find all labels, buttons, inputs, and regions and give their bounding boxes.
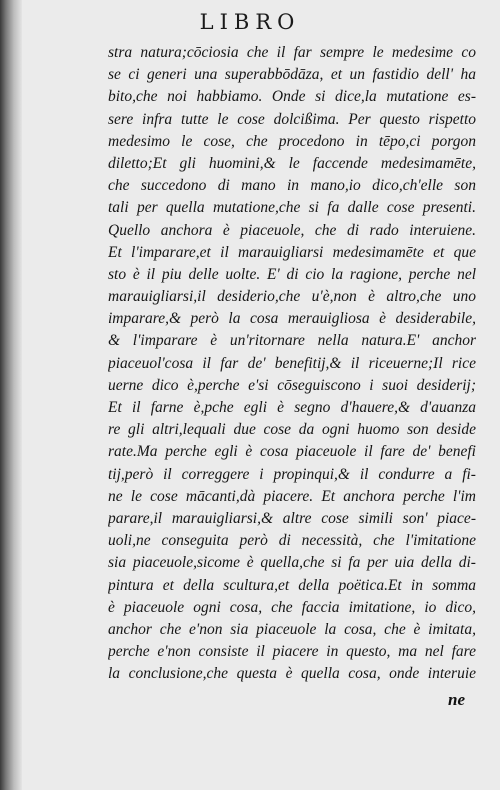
text-line: pintura et della scultura,et della poëtica.Et in somma [108,576,476,594]
running-head: LIBRO [199,10,301,34]
text-line: è piaceuole ogni cosa, che faccia imitatione, io dico, [108,598,476,616]
text-line: anchor che e'non sia piaceuole la cosa, che è imitata, [108,620,476,638]
text-line: & l'imparare è un'ritornare nella natura.E' anchor [108,332,476,350]
text-line: marauigliarsi,il desiderio,che u'è,non è altro,che uno [108,288,476,306]
text-line: tali per quella mutatione,che si fa dalle cose presenti. [108,199,476,217]
text-line: bito,che noi habbiamo. Onde si dice,la mutatione es- [108,88,476,106]
text-line: medesimo le cose, che procedono in tēpo,ci porgon [108,132,476,150]
text-line: tij,però il correggere i propinqui,& il condurre a fi- [108,465,476,483]
text-line: re gli altri,lequali due cose da ogni huomo son deside [108,421,476,439]
text-line: la conclusione,che questa è quella cosa, onde interuie [108,665,476,683]
text-line: piaceuol'cosa il far de' benefitij,& il riceuerne;Il rice [108,354,476,372]
text-line: uoli,ne conseguita però di necessità, che l'imitatione [108,532,476,550]
text-line: Quello anchora è piaceuole, che di rado interuiene. [108,221,476,239]
page-body-text [108,42,476,685]
text-line: Et l'imparare,et il marauigliarsi medesimamēte et que [108,243,476,261]
text-line: sere infra tutte le cose dolcißima. Per questo rispetto [108,110,476,128]
text-line: se ci generi una superabbōdāza, et un fastidio dell' ha [108,66,476,84]
text-line: Et il farne è,pche egli è segno d'hauere,& d'auanza [108,399,476,416]
text-line: perche e'non consiste il piacere in questo, ma nel fare [108,643,476,661]
binding-gutter-shadow [0,0,22,790]
text-line: uerne dico è,perche e'si cōseguiscono i suoi desiderij; [108,376,476,394]
text-line: stra natura;cōciosia che il far sempre le medesime co [108,44,476,61]
text-line: imparare,& però la cosa merauigliosa è desiderabile, [108,310,476,328]
text-line: sia piaceuole,sicome è quella,che si fa per uia della di- [108,554,476,572]
text-line: sto è il piu delle uolte. E' di cio la ragione, perche nel [108,265,476,283]
text-line: diletto;Et gli huomini,& le faccende medesimamēte, [108,154,476,172]
text-line: che succedono di mano in mano,io dico,ch'elle son [108,177,476,195]
catchword: ne [448,690,465,709]
text-line: ne le cose mācanti,dà piacere. Et anchora perche l'im [108,487,476,505]
text-line: parare,il marauigliarsi,& altre cose simili son' piace- [108,509,476,527]
text-line: rate.Ma perche egli è cosa piaceuole il fare de' benefi [108,443,476,461]
